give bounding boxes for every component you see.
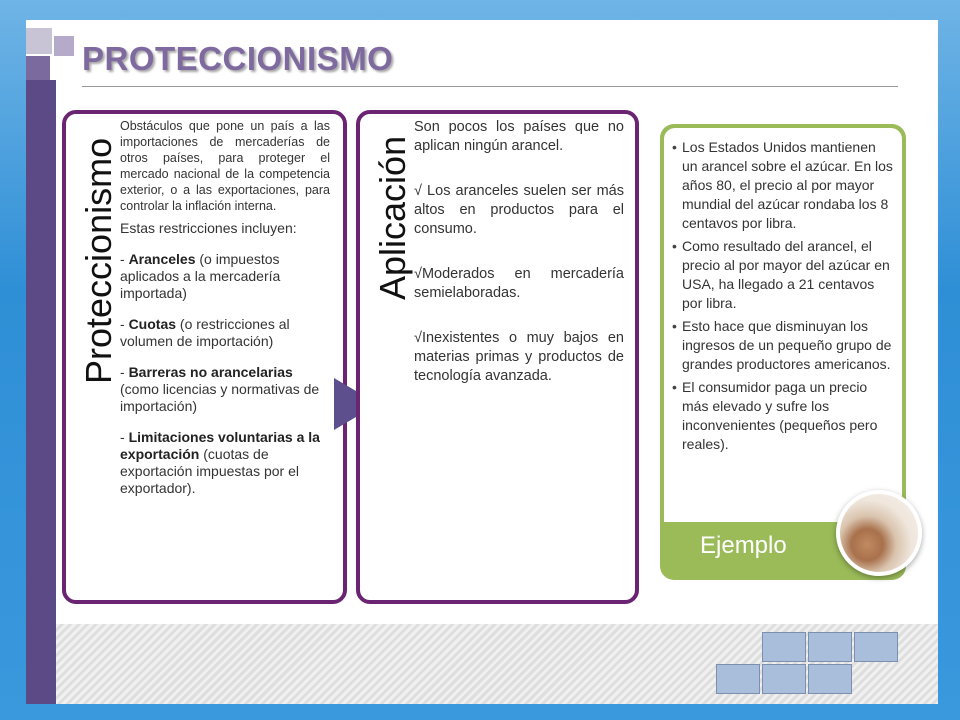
proteccionismo-text xyxy=(120,118,330,511)
item-rest: (o impuestos aplicados a la mercadería importada) xyxy=(120,251,281,301)
ejemplo-bullet: • El consumidor paga un precio más elevado y sufre los inconvenientes (pequeños pero reales). xyxy=(682,378,894,454)
aplicacion-heading-wrap xyxy=(370,114,416,300)
left-accent-bar xyxy=(26,80,56,704)
bottom-pattern-band xyxy=(56,624,938,704)
item-dash: - xyxy=(120,316,129,332)
restriction-item xyxy=(120,429,330,497)
ejemplo-content xyxy=(664,128,902,522)
aplicacion-paragraph: √ Los aranceles suelen ser más altos en productos para el consumo. xyxy=(414,183,624,237)
ejemplo-label: Ejemplo xyxy=(700,532,787,559)
decor-tile xyxy=(808,632,852,662)
restriction-item xyxy=(120,316,330,350)
slide xyxy=(26,20,938,704)
proteccionismo-heading: Proteccionismo xyxy=(78,137,119,384)
decor-square xyxy=(26,28,52,54)
restriction-item xyxy=(120,251,330,302)
item-dash: - xyxy=(120,364,129,380)
title-divider xyxy=(82,86,898,87)
aplicacion-box xyxy=(356,110,639,604)
item-bold: Barreras no arancelarias xyxy=(128,364,293,380)
decor-tile xyxy=(808,664,852,694)
decor-tile xyxy=(716,664,760,694)
item-rest: (como licencias y normativas de importación) xyxy=(120,381,320,414)
aplicacion-text xyxy=(414,118,624,412)
restrictions-intro: Estas restricciones incluyen: xyxy=(120,220,297,236)
slide-title: PROTECCIONISMO xyxy=(82,40,394,77)
aplicacion-heading: Aplicación xyxy=(372,135,413,300)
restriction-item xyxy=(120,364,330,415)
decor-tile xyxy=(762,664,806,694)
decor-square xyxy=(26,56,50,80)
item-dash: - xyxy=(120,429,129,445)
item-dash: - xyxy=(120,251,129,267)
ejemplo-list xyxy=(664,128,902,454)
item-bold: Cuotas xyxy=(128,316,177,332)
item-rest: (o restricciones al volumen de importación) xyxy=(120,316,290,349)
aplicacion-paragraph: Son pocos los países que no aplican ningún arancel. xyxy=(414,119,624,154)
item-bold: Aranceles xyxy=(128,251,196,267)
ejemplo-bullet: • Los Estados Unidos mantienen un arancel sobre el azúcar. En los años 80, el precio al por mayor mundial del azúcar rondaba los 8 centavos por libra. xyxy=(682,138,894,233)
decor-tile xyxy=(762,632,806,662)
item-rest: (cuotas de exportación impuestas por el exportador). xyxy=(120,446,299,496)
aplicacion-paragraph: √Moderados en mercadería semielaboradas. xyxy=(414,266,624,301)
decor-square xyxy=(54,36,74,56)
definition-text: Obstáculos que pone un país a las importaciones de mercaderías de otros países, para proteger el mercado nacional de la competencia exterior, o a las exportaciones, para controlar la inflación interna. xyxy=(120,119,330,213)
ejemplo-bullet: • Esto hace que disminuyan los ingresos de un pequeño grupo de grandes productores americanos. xyxy=(682,317,894,374)
proteccionismo-box xyxy=(62,110,347,604)
ejemplo-bullet: • Como resultado del arancel, el precio al por mayor del azúcar en USA, ha llegado a 21 centavos por libra. xyxy=(682,237,894,313)
item-bold: Limitaciones voluntarias a la exportación xyxy=(120,429,320,462)
sugar-photo xyxy=(836,490,922,576)
proteccionismo-heading-wrap xyxy=(76,114,122,384)
decor-tile xyxy=(854,632,898,662)
aplicacion-paragraph: √Inexistentes o muy bajos en materias primas y productos de tecnología avanzada. xyxy=(414,330,624,384)
